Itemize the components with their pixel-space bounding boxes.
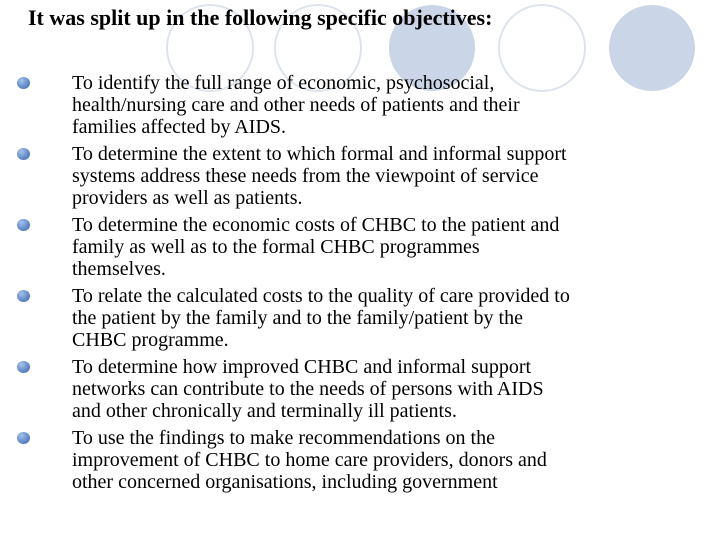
bullet-icon (17, 77, 30, 89)
objective-item (0, 72, 700, 138)
objective-line: To determine the economic costs of CHBC to the patient and (72, 214, 560, 236)
objective-item (0, 285, 700, 351)
objective-line: improvement of CHBC to home care providers, donors and (72, 449, 547, 471)
objective-line: other concerned organisations, including government (72, 471, 498, 493)
slide-heading: It was split up in the following specific objectives: (28, 5, 493, 30)
objective-line: To identify the full range of economic, psychosocial, (72, 72, 495, 94)
bullet-icon (17, 290, 30, 302)
objective-item (0, 214, 700, 280)
objective-line: family as well as to the formal CHBC programmes (72, 236, 480, 258)
objectives-list (0, 72, 700, 498)
bullet-icon (17, 148, 30, 160)
objective-line: To determine the extent to which formal and informal support (72, 143, 567, 165)
bullet-icon (17, 361, 30, 373)
objective-line: To use the findings to make recommendations on the (72, 427, 495, 449)
objective-line: To determine how improved CHBC and informal support (72, 356, 532, 378)
objective-line: To relate the calculated costs to the quality of care provided to (72, 285, 570, 307)
objective-line: networks can contribute to the needs of persons with AIDS (72, 378, 544, 400)
objective-line: health/nursing care and other needs of patients and their (72, 94, 520, 116)
objective-line: the patient by the family and to the family/patient by the (72, 307, 523, 329)
bullet-icon (17, 219, 30, 231)
objective-line: providers as well as patients. (72, 187, 303, 209)
objective-item (0, 427, 700, 493)
objective-item (0, 356, 700, 422)
objective-line: and other chronically and terminally ill patients. (72, 400, 457, 422)
objective-line: themselves. (72, 258, 166, 280)
bullet-icon (17, 432, 30, 444)
objective-line: CHBC programme. (72, 329, 229, 351)
objective-line: families affected by AIDS. (72, 116, 287, 138)
objective-item (0, 143, 700, 209)
objective-line: systems address these needs from the viewpoint of service (72, 165, 539, 187)
